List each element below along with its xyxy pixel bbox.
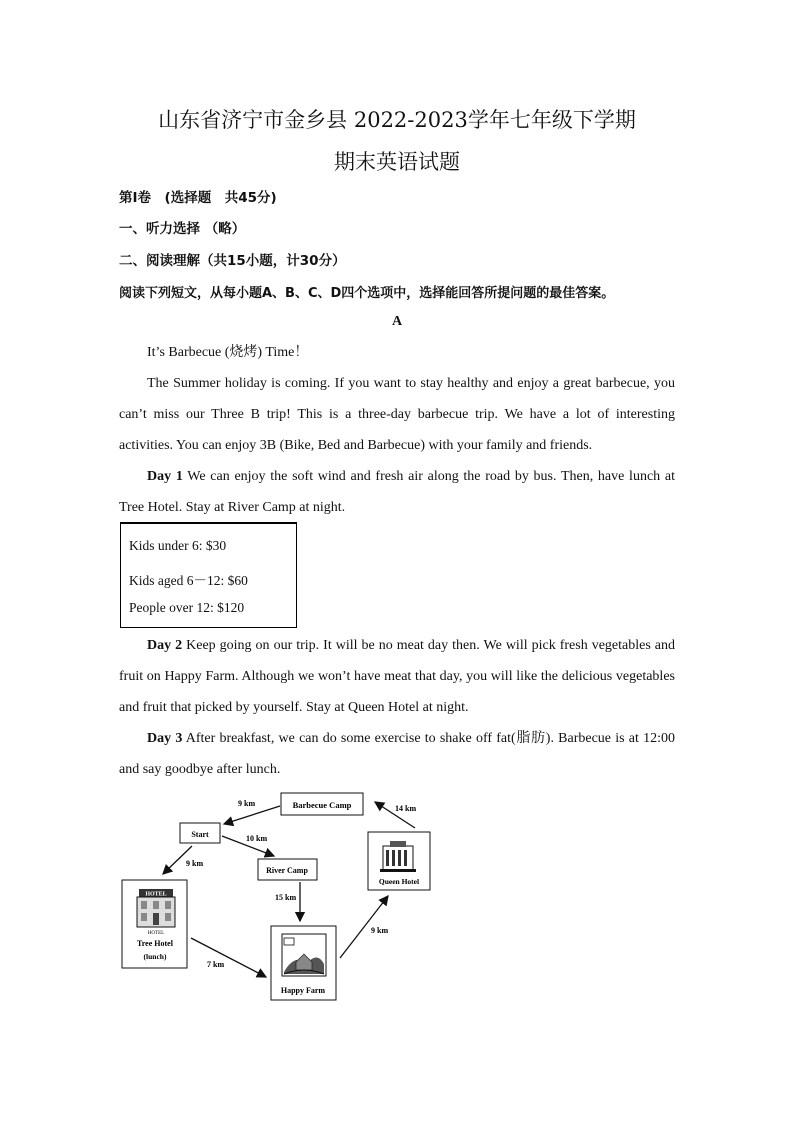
tree-hotel-node (122, 880, 187, 968)
river-camp-label: River Camp (266, 866, 308, 875)
intro-paragraph (119, 368, 675, 461)
dist-camp-start: 9 km (238, 799, 256, 808)
hotel-sign-text: HOTEL (145, 891, 167, 898)
dist-queen-camp: 14 km (395, 804, 417, 813)
section-reading: 二、阅读理解（共15小题，计30分） (119, 253, 346, 269)
queen-hotel-icon (380, 841, 416, 872)
dist-tree-farm: 7 km (207, 960, 225, 969)
document-subtitle: 期末英语试题 (334, 150, 460, 174)
price-kids-under-6: Kids under 6: $30 (129, 538, 227, 553)
day1-text: We can enjoy the soft wind and fresh air along the road by bus. Then, have lunch at Tree Hotel. Stay at River Camp at night. (119, 469, 675, 515)
price-table (120, 522, 297, 628)
section-listening: 一、听力选择 （略） (119, 221, 246, 237)
queen-hotel-label: Queen Hotel (378, 877, 420, 886)
part-heading: 第Ⅰ卷 (选择题 共45分) (119, 190, 277, 206)
start-node (180, 823, 220, 843)
dist-river-farm: 15 km (275, 893, 297, 902)
day2-paragraph (119, 630, 675, 723)
barbecue-camp-node (281, 793, 363, 815)
queen-hotel-node (368, 832, 430, 890)
day3-text: After breakfast, we can do some exercise to shake off fat(脂肪). Barbecue is at 12:00 and say goodbye after lunch. (119, 731, 675, 777)
directions: 阅读下列短文，从每小题A、B、C、D四个选项中，选择能回答所提问题的最佳答案。 (119, 286, 615, 301)
dist-start-tree: 9 km (186, 859, 204, 868)
river-camp-node (258, 859, 317, 880)
start-label: Start (191, 830, 209, 839)
route-tree-to-farm (191, 938, 266, 977)
passage-label: A (391, 314, 403, 329)
happy-farm-node (271, 926, 336, 1000)
day3-label: Day 3 (147, 731, 183, 746)
passage-title (119, 337, 675, 368)
day2-text: Keep going on our trip. It will be no meat day then. We will pick fresh vegetables and fruit on Happy Farm. Although we won’t have meat that day, you will like the delicious vegetables and fruit that picked by yourself. Stay at Queen Hotel at night. (119, 638, 675, 715)
passage-title-text: It’s Barbecue (烧烤) Time！ (147, 345, 309, 360)
dist-farm-queen: 9 km (371, 926, 389, 935)
intro-text: The Summer holiday is coming. If you want to stay healthy and enjoy a great barbecue, you can’t miss our Three B trip! This is a three-day barbecue trip. We have a lot of interesting activities. You can enjoy 3B (Bike, Bed and Barbecue) with your family and friends. (119, 376, 675, 453)
barbecue-camp-label: Barbecue Camp (292, 800, 352, 810)
day3-paragraph (119, 723, 675, 785)
day1-label: Day 1 (147, 469, 183, 484)
day2-label: Day 2 (147, 638, 183, 653)
price-kids-6-12: Kids aged 6－12: $60 (129, 573, 248, 588)
route-camp-to-start (224, 806, 280, 824)
tree-hotel-lunch-note: (lunch) (143, 952, 167, 961)
price-over-12: People over 12: $120 (129, 600, 245, 615)
hotel-small-text: HOTEL (147, 931, 165, 936)
document-title: 山东省济宁市金乡县 2022-2023学年七年级下学期 (158, 108, 636, 132)
happy-farm-label: Happy Farm (280, 986, 326, 995)
dist-start-river: 10 km (246, 834, 268, 843)
tree-hotel-label: Tree Hotel (137, 939, 173, 948)
route-map (118, 786, 448, 1006)
day1-paragraph (119, 461, 675, 523)
farm-scene-icon (282, 934, 326, 976)
